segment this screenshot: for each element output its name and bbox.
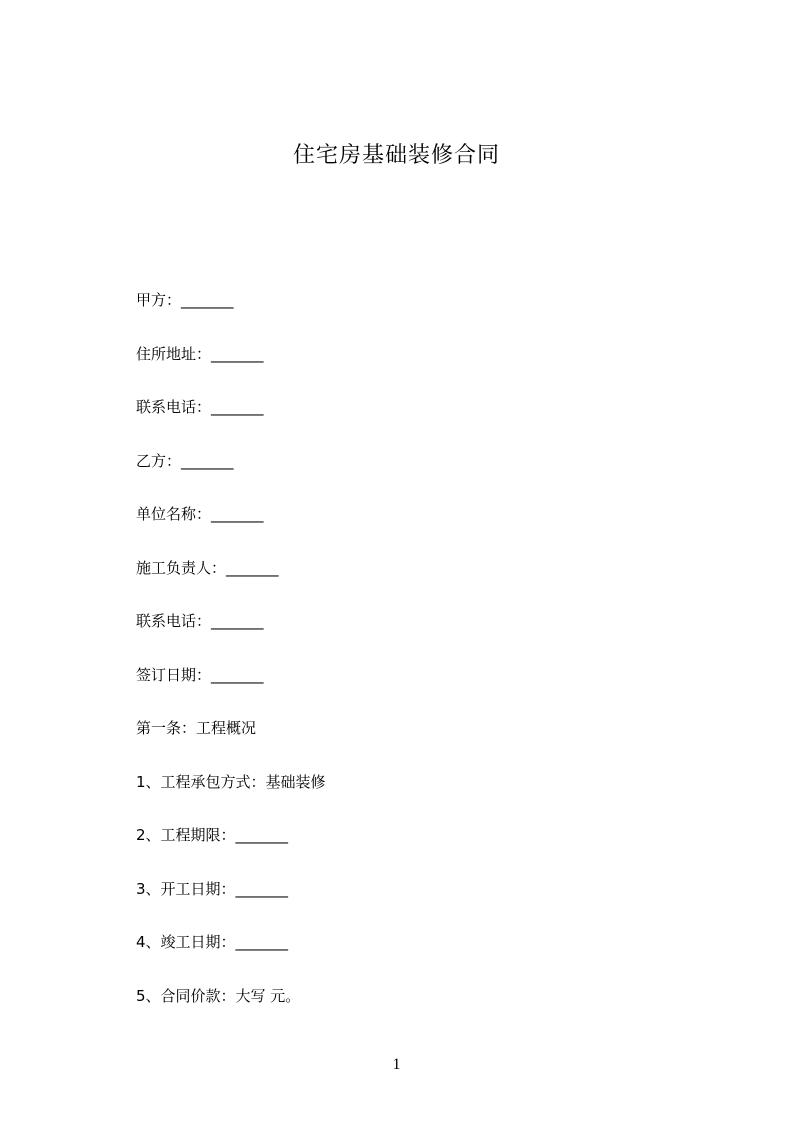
field-party-b: 乙方：_______	[136, 451, 234, 470]
clause-start-date: 3、开工日期：_______	[136, 879, 289, 898]
field-party-a-phone: 联系电话：_______	[136, 398, 264, 416]
page-number: 1	[392, 1056, 401, 1073]
document-title: 住宅房基础装修合同	[292, 143, 500, 168]
clause-contract-price: 5、合同价款：大写 元。	[136, 986, 301, 1005]
field-party-a-address: 住所地址：_______	[136, 344, 264, 363]
field-party-b-phone: 联系电话：_______	[136, 612, 264, 630]
clause-project-duration: 2、工程期限：_______	[136, 826, 289, 844]
field-signing-date: 签订日期：_______	[136, 665, 264, 684]
clause-contract-method: 1、工程承包方式：基础装修	[136, 772, 326, 791]
field-party-a: 甲方：_______	[136, 291, 234, 309]
field-construction-manager: 施工负责人：_______	[136, 558, 279, 577]
clause-completion-date: 4、竣工日期：_______	[136, 933, 289, 951]
field-party-b-company: 单位名称：_______	[136, 505, 264, 523]
section-heading-article-1: 第一条：工程概况	[136, 719, 257, 737]
contract-fields	[136, 289, 326, 1038]
